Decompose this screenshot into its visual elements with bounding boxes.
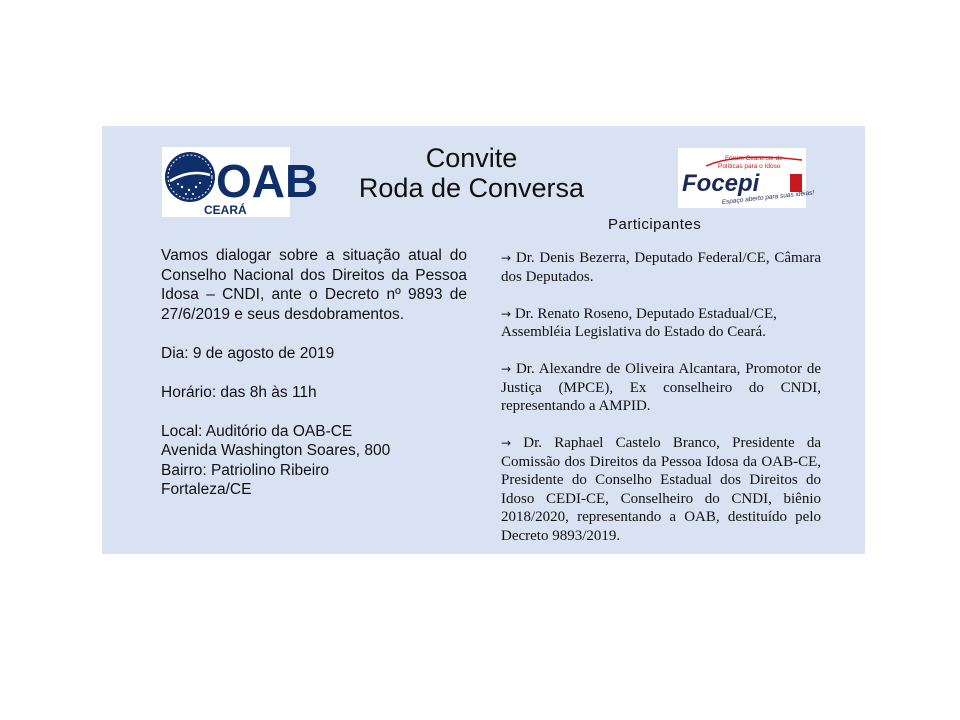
participant-text: Dr. Denis Bezerra, Deputado Federal/CE, Câmara dos Deputados. bbox=[501, 250, 822, 285]
participant-text-continued: Assembléia Legislativa do Estado do Ceará. bbox=[501, 324, 766, 340]
arrow-icon: → bbox=[501, 362, 512, 376]
participant-text: Dr. Raphael Castelo Branco, Presidente da Comissão dos Direitos da Pessoa Idosa da OAB-CE, Presidente do Conselho Estadual dos Direitos do Idoso CEDI-CE, Conselheiro do CNDI, biênio 2018/2020, representando a OAB, destituído pelo Decreto 9893/2019. bbox=[501, 435, 821, 544]
oab-state-label: CEARÁ bbox=[204, 203, 247, 217]
participants-list bbox=[501, 249, 821, 545]
arrow-icon: → bbox=[501, 436, 512, 450]
participant-item bbox=[501, 249, 821, 286]
participant-item bbox=[501, 434, 821, 545]
focepi-slogan: Espaço aberto para suas idéias! bbox=[721, 189, 815, 206]
event-details bbox=[161, 246, 467, 500]
event-location-line-2: Avenida Washington Soares, 800 bbox=[161, 442, 391, 459]
event-location-line-4: Fortaleza/CE bbox=[161, 481, 252, 498]
intro-text: Vamos dialogar sobre a situação atual do Conselho Nacional dos Direitos da Pessoa Idosa – CNDI, ante o Decreto nº 9893 de 27/6/2019 e seus desdobramentos. bbox=[161, 247, 467, 323]
focepi-wordmark: Focepi bbox=[682, 170, 760, 197]
participant-item bbox=[501, 360, 821, 416]
focepi-top-text-1: Fórum Cearense de bbox=[725, 155, 783, 162]
event-location-line-3: Bairro: Patriolino Ribeiro bbox=[161, 461, 329, 479]
title-line-1: Convite bbox=[425, 143, 518, 173]
event-date: Dia: 9 de agosto de 2019 bbox=[161, 344, 335, 362]
participant-text: Dr. Renato Roseno, Deputado Estadual/CE, bbox=[514, 305, 777, 322]
event-time: Horário: das 8h às 11h bbox=[161, 383, 317, 401]
arrow-icon: → bbox=[501, 251, 512, 265]
title-line-2: Roda de Conversa bbox=[358, 173, 585, 203]
focepi-top-text-2: Políticas para o Idoso bbox=[718, 163, 781, 170]
invitation-flyer bbox=[102, 126, 865, 554]
arrow-icon: → bbox=[501, 306, 512, 321]
participants-heading: Participantes bbox=[608, 216, 702, 233]
event-location-line-1: Local: Auditório da OAB-CE bbox=[161, 422, 353, 440]
participant-text: Dr. Alexandre de Oliveira Alcantara, Promotor de Justiça (MPCE), Ex conselheiro do CNDI, representando a AMPID. bbox=[501, 361, 821, 414]
oab-wordmark: OAB bbox=[216, 155, 319, 207]
focepi-logo-graphic bbox=[678, 148, 815, 208]
participant-item bbox=[501, 305, 821, 324]
focepi-logo bbox=[678, 148, 815, 208]
